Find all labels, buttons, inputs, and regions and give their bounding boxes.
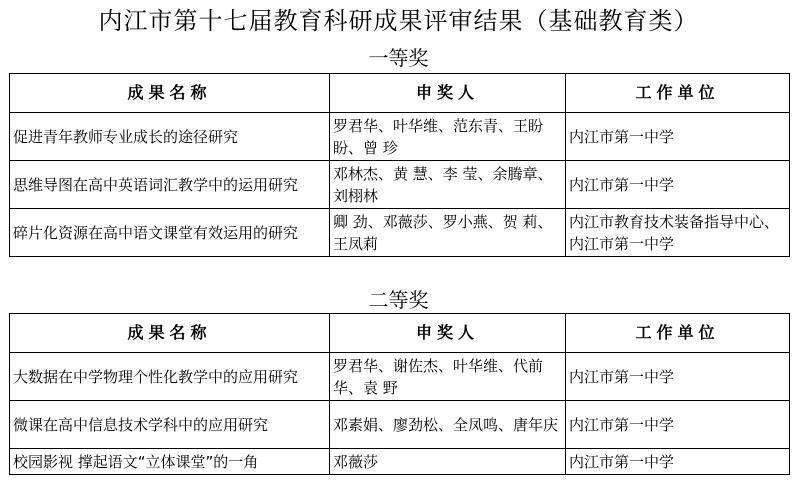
table-row bbox=[10, 113, 790, 161]
table-row bbox=[10, 401, 790, 449]
cell-award: 卿 劲、邓薇莎、罗小燕、贺 莉、王凤莉 bbox=[330, 209, 566, 257]
table-row bbox=[10, 161, 790, 209]
cell-unit: 内江市第一中学 bbox=[566, 161, 790, 209]
header-unit: 工作单位 bbox=[566, 74, 790, 113]
first-prize-table bbox=[9, 73, 790, 257]
cell-name: 促进青年教师专业成长的途径研究 bbox=[10, 113, 330, 161]
section-title-second-prize: 二等奖 bbox=[368, 288, 429, 312]
cell-name: 碎片化资源在高中语文课堂有效运用的研究 bbox=[10, 209, 330, 257]
table-header-row bbox=[10, 74, 790, 113]
table-row bbox=[10, 449, 790, 475]
cell-name: 大数据在中学物理个性化教学中的应用研究 bbox=[10, 353, 330, 401]
section-title-first-prize: 一等奖 bbox=[368, 46, 429, 70]
table-row bbox=[10, 353, 790, 401]
table-row bbox=[10, 209, 790, 257]
page-title: 内江市第十七届教育科研成果评审结果（基础教育类） bbox=[98, 7, 699, 35]
cell-award: 邓素娟、廖劲松、全凤鸣、唐年庆 bbox=[330, 401, 566, 449]
cell-name: 微课在高中信息技术学科中的应用研究 bbox=[10, 401, 330, 449]
cell-unit: 内江市第一中学 bbox=[566, 401, 790, 449]
cell-award: 邓林杰、黄 慧、李 莹、余腾章、刘栩林 bbox=[330, 161, 566, 209]
second-prize-table bbox=[9, 313, 790, 475]
cell-unit: 内江市第一中学 bbox=[566, 113, 790, 161]
cell-name: 思维导图在高中英语词汇教学中的运用研究 bbox=[10, 161, 330, 209]
cell-unit: 内江市第一中学 bbox=[566, 449, 790, 475]
cell-award: 罗君华、叶华维、范东青、王盼盼、曾 珍 bbox=[330, 113, 566, 161]
header-name: 成果名称 bbox=[10, 74, 330, 113]
cell-unit: 内江市第一中学 bbox=[566, 353, 790, 401]
header-unit: 工作单位 bbox=[566, 314, 790, 353]
cell-name: 校园影视 撑起语文“立体课堂”的一角 bbox=[10, 449, 330, 475]
cell-award: 罗君华、谢佐杰、叶华维、代前华、袁 野 bbox=[330, 353, 566, 401]
header-name: 成果名称 bbox=[10, 314, 330, 353]
cell-award: 邓薇莎 bbox=[330, 449, 566, 475]
header-award: 申奖人 bbox=[330, 314, 566, 353]
header-award: 申奖人 bbox=[330, 74, 566, 113]
cell-unit: 内江市教育技术装备指导中心、内江市第一中学 bbox=[566, 209, 790, 257]
table-header-row bbox=[10, 314, 790, 353]
